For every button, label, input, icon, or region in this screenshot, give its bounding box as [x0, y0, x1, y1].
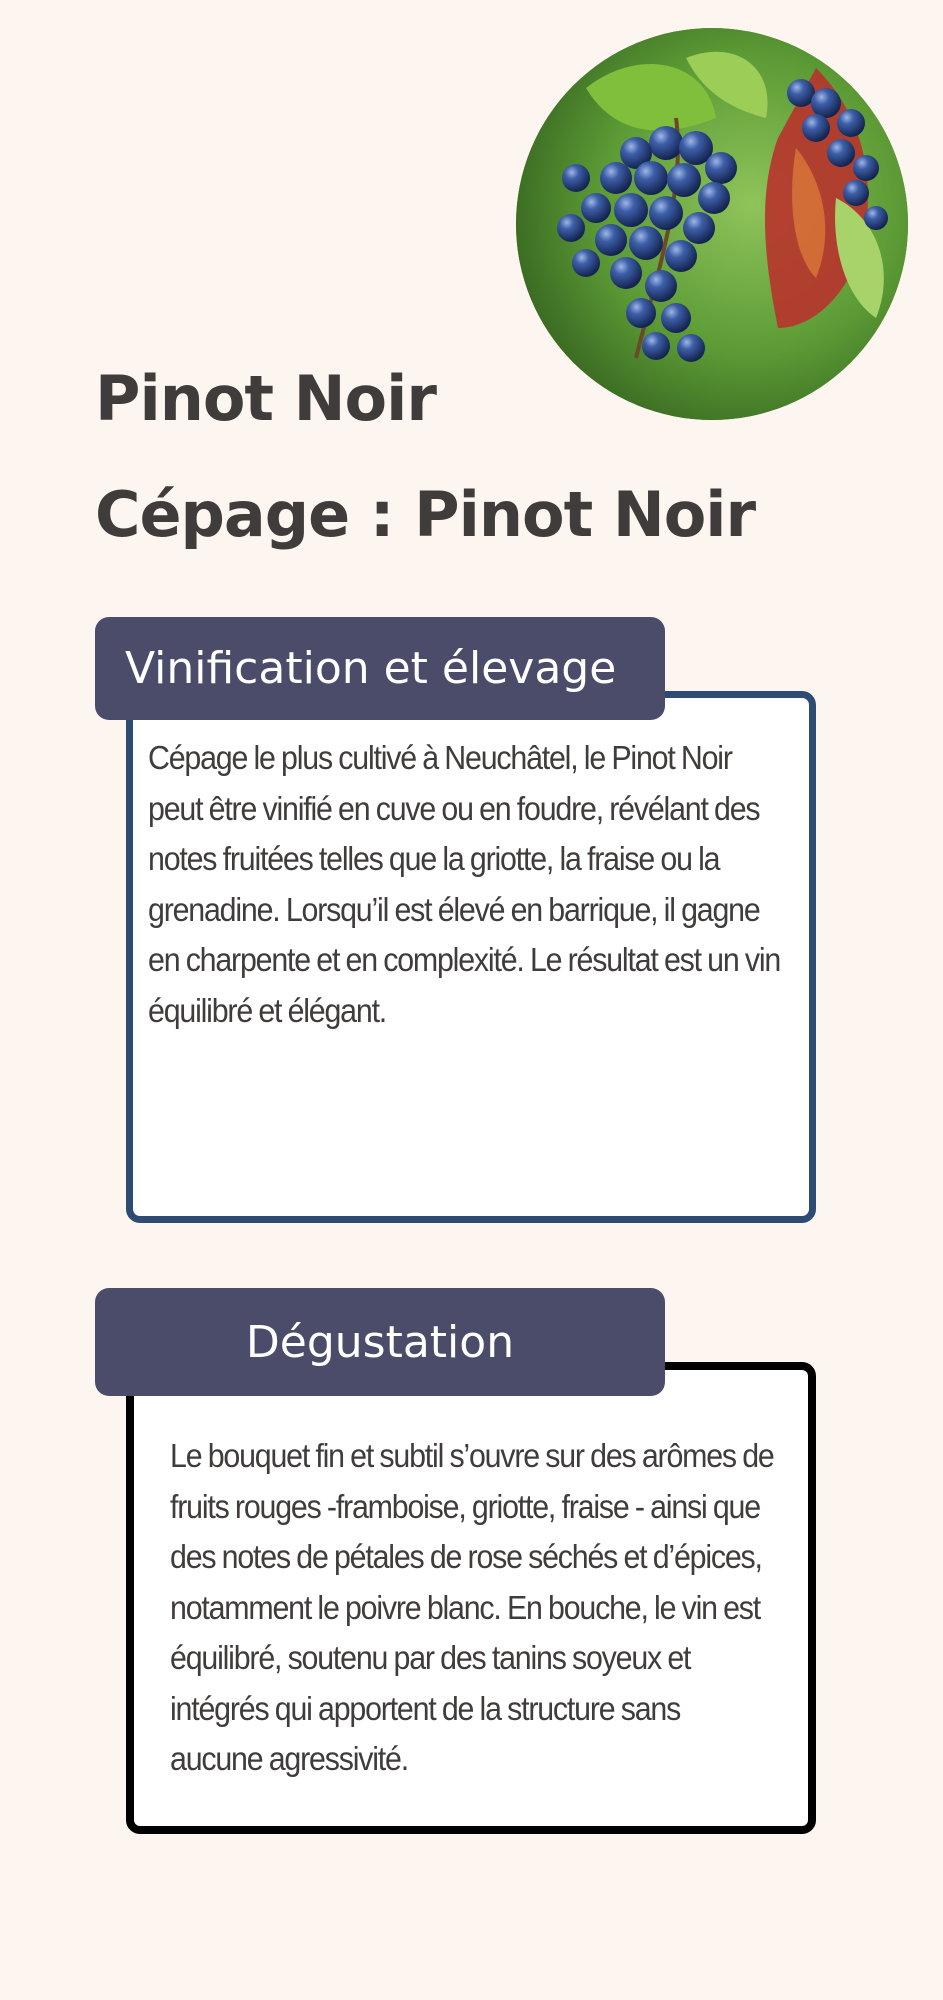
degustation-text: Le bouquet fin et subtil s’ouvre sur des arômes de fruits rouges -framboise, griotte, fraise - ainsi que des notes de pétales de rose séchés et d’épices, notamment le poivre blanc. En bouche, le vin est équilibré, soutenu par des tanins soyeux et intégrés qui apportent de la structure sans aucune agressivité. [170, 1437, 774, 1777]
grape-bunch-photo [516, 28, 908, 420]
degustation-heading: Dégustation [95, 1288, 665, 1396]
wine-title: Pinot Noir [95, 362, 436, 435]
vinification-text: Cépage le plus cultivé à Neuchâtel, le Pinot Noir peut être vinifié en cuve ou en foudre, révélant des notes fruitées telles que la griotte, la fraise ou la grenadine. Lorsqu’il est élevé en barrique, il gagne en charpente et en complexité. Le résultat est un vin équilibré et élégant. [148, 739, 781, 1029]
grape-variety: Cépage : Pinot Noir [95, 478, 756, 551]
vinification-heading: Vinification et élevage [95, 617, 665, 720]
